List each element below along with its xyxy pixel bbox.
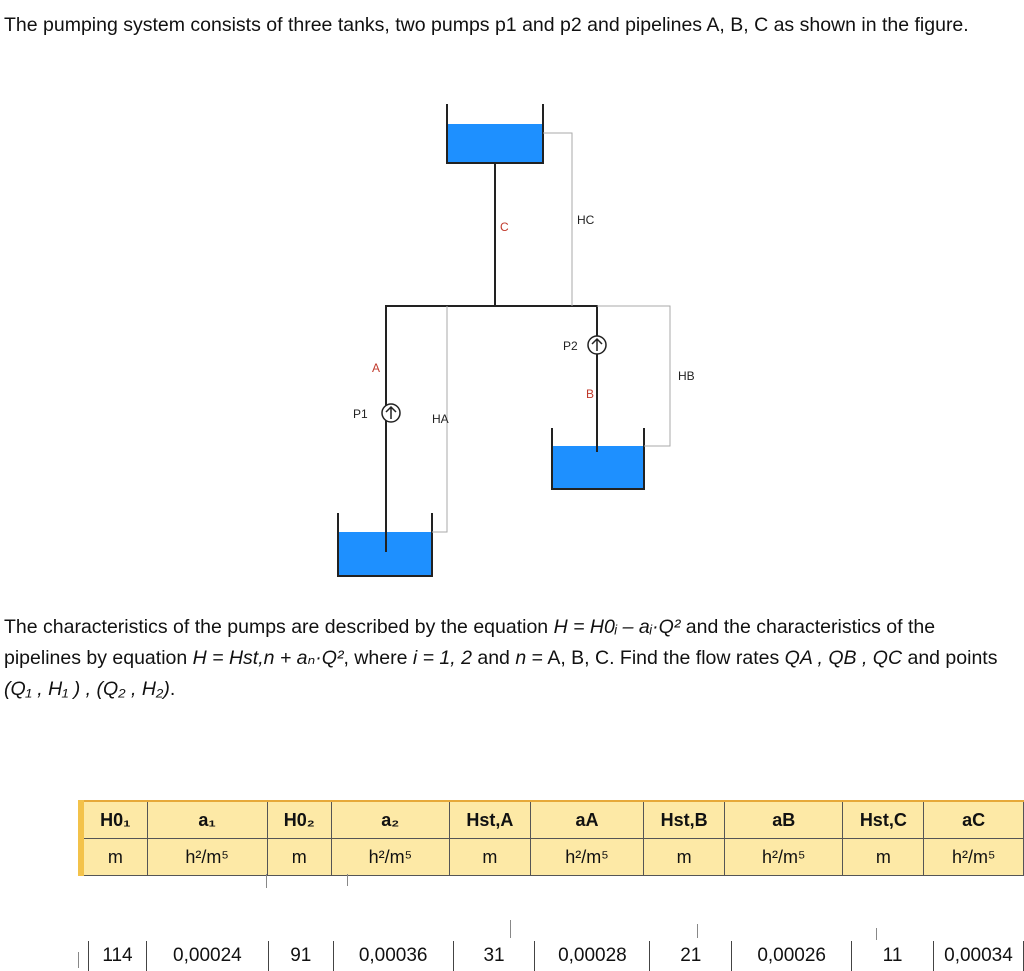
table-header-cell: Hst,A	[449, 801, 530, 839]
value-a1: 0,00024	[146, 941, 268, 971]
table-header-row	[81, 801, 1024, 839]
n-range: n	[515, 647, 527, 669]
desc-part1: The characteristics of the pumps are described by the equation	[4, 616, 554, 638]
label-p1: P1	[353, 407, 368, 421]
table-units-row	[81, 839, 1024, 876]
table-header-cell: aA	[530, 801, 643, 839]
label-pipe-c: C	[500, 220, 509, 234]
desc-part3: , where	[343, 647, 413, 669]
table-unit-cell: h²/m⁵	[530, 839, 643, 876]
table-unit-cell: m	[843, 839, 924, 876]
value-hst-a: 31	[453, 941, 535, 971]
table-unit-cell: m	[449, 839, 530, 876]
value-hst-b: 21	[650, 941, 732, 971]
label-height-a: HA	[432, 412, 449, 426]
label-pipe-b: B	[586, 387, 595, 401]
table-unit-cell: h²/m⁵	[147, 839, 267, 876]
pipeline-equation: H = Hst,n + aₙ·Q²	[192, 647, 344, 669]
pump-equation: H = H0ᵢ – aᵢ·Q²	[553, 616, 681, 638]
column-stub	[697, 924, 698, 938]
flow-rates: QA , QB , QC	[784, 647, 903, 669]
table-header-cell: aC	[924, 801, 1024, 839]
table-header-cell: Hst,C	[843, 801, 924, 839]
table-unit-cell: m	[267, 839, 331, 876]
label-height-c: HC	[577, 213, 595, 227]
pumping-system-diagram	[0, 90, 760, 590]
table-unit-cell: m	[81, 839, 147, 876]
table-header-cell: aB	[725, 801, 843, 839]
table-row	[89, 941, 1024, 971]
intro-paragraph: The pumping system consists of three tanks, two pumps p1 and p2 and pipelines A, B, C as shown in the figure.	[4, 14, 969, 36]
table-header-cell: a₁	[147, 801, 267, 839]
column-stub	[266, 874, 267, 888]
value-a-b: 0,00026	[732, 941, 852, 971]
column-stub	[510, 920, 511, 938]
height-line-b	[597, 306, 670, 446]
table-header-cell: a₂	[331, 801, 449, 839]
value-h02: 91	[268, 941, 333, 971]
values-table	[88, 941, 1024, 971]
table-unit-cell: h²/m⁵	[725, 839, 843, 876]
column-stub	[876, 928, 877, 940]
operating-points: (Q₁ , H₁ ) , (Q₂ , H₂)	[4, 678, 170, 700]
desc-part5: = A, B, C. Find the flow rates	[526, 647, 785, 669]
i-range: i = 1, 2	[412, 647, 472, 669]
value-h01: 114	[89, 941, 147, 971]
value-a-c: 0,00034	[933, 941, 1023, 971]
table-unit-cell: h²/m⁵	[331, 839, 449, 876]
pump-p1-icon	[382, 404, 400, 422]
pipelines	[386, 163, 597, 552]
table-header-cell: H0₁	[81, 801, 147, 839]
pump-p2-icon	[588, 336, 606, 354]
label-pipe-a: A	[372, 361, 381, 375]
table-unit-cell: m	[644, 839, 725, 876]
desc-part4: and	[471, 647, 516, 669]
desc-part6: and points	[902, 647, 998, 669]
label-p2: P2	[563, 339, 578, 353]
tank-top	[447, 104, 543, 163]
value-a2: 0,00036	[333, 941, 453, 971]
table-header-cell: H0₂	[267, 801, 331, 839]
desc-part2: and the characteristics of the pipelines by equation	[4, 616, 936, 669]
label-height-b: HB	[678, 369, 695, 383]
column-stub	[78, 952, 79, 968]
column-stub	[347, 874, 348, 886]
value-hst-c: 11	[852, 941, 934, 971]
height-line-c	[543, 133, 572, 306]
value-a-a: 0,00028	[535, 941, 650, 971]
description-paragraph	[4, 612, 1009, 705]
table-unit-cell: h²/m⁵	[924, 839, 1024, 876]
parameter-table	[78, 800, 1024, 876]
desc-part7: .	[169, 678, 176, 700]
table-header-cell: Hst,B	[644, 801, 725, 839]
